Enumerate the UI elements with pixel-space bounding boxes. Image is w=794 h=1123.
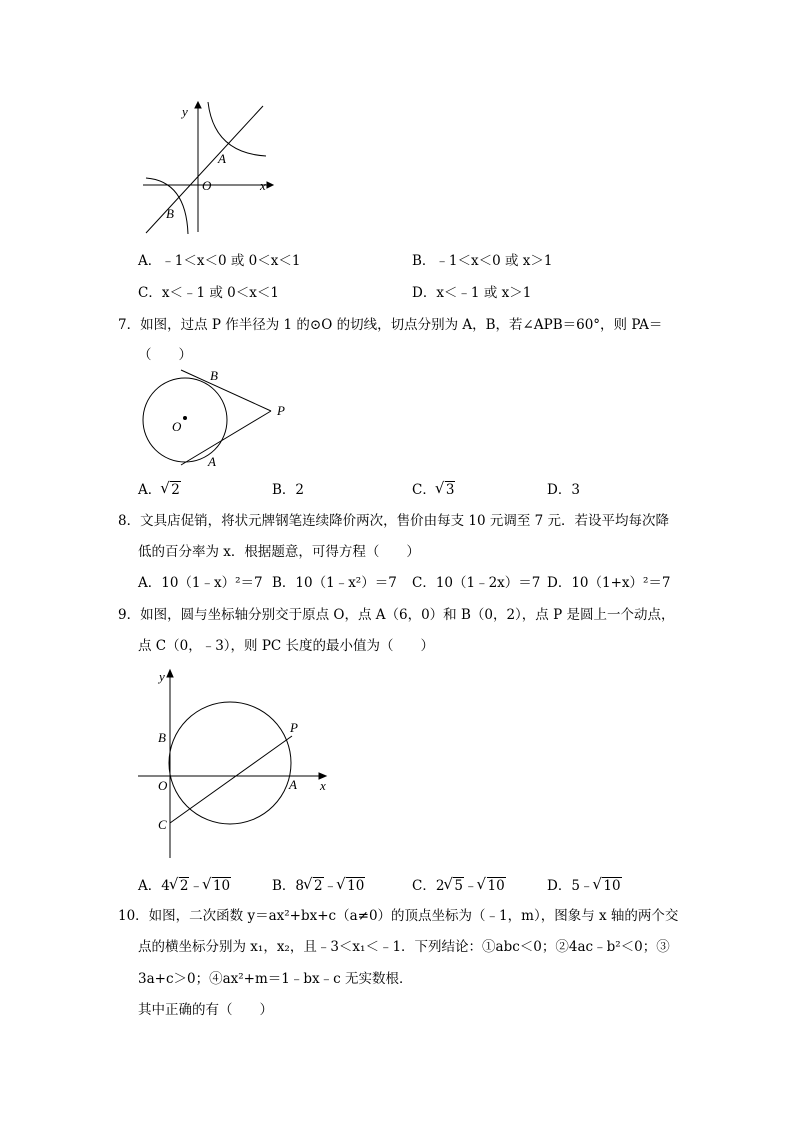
q6-option-b: B．﹣1＜x＜0 或 x＞1 <box>412 253 553 269</box>
q6-figure <box>138 98 278 238</box>
q9-option-a: A．4√ 2﹣√ 10 <box>138 874 231 894</box>
fig9-c: C <box>158 817 167 832</box>
fig9-a: A <box>289 777 297 792</box>
fig6-x: x <box>260 178 266 193</box>
q7-option-c-radicand: 3 <box>445 482 455 498</box>
q10-stem-line4: 其中正确的有（ ） <box>138 1002 273 1018</box>
q7-option-a: A．√ 2 <box>138 478 181 498</box>
q9-option-c: C．2√ 5﹣√ 10 <box>412 874 506 894</box>
fig7-p: P <box>277 403 285 418</box>
q6-option-c: C．x＜﹣1 或 0＜x＜1 <box>138 285 279 301</box>
q10-stem-line2: 点的横坐标分别为 x₁，x₂，且﹣3＜x₁＜﹣1．下列结论：①abc＜0；②4ac﹣b²＜0；③ <box>138 939 670 955</box>
fig9-o: O <box>158 778 168 793</box>
q8-option-b: B．10（1﹣x²）＝7 <box>272 575 397 591</box>
q7-option-b: B．2 <box>272 482 305 498</box>
fig6-a: A <box>218 151 226 166</box>
q10-stem-line3: 3a+c＞0；④ax²+m＝1﹣bx﹣c 无实数根． <box>138 971 413 987</box>
q7-option-a-radicand: 2 <box>171 482 180 498</box>
q7-stem-line2: （ ） <box>138 347 192 363</box>
q8-option-c: C．10（1﹣2x）＝7 <box>412 575 541 591</box>
fig7-o: O <box>172 419 182 434</box>
q8-stem-line2: 低的百分率为 x．根据题意，可得方程（ ） <box>138 544 420 560</box>
q9-stem-line2: 点 C（0，﹣3），则 PC 长度的最小值为（ ） <box>138 638 435 654</box>
q8-option-d: D．10（1+x）²＝7 <box>547 575 671 591</box>
fig7-a: A <box>208 454 216 469</box>
fig7-b: B <box>210 368 218 383</box>
q7-stem-line1: 7．如图，过点 P 作半径为 1 的⊙O 的切线，切点分别为 A，B，若∠APB＝60°，则 PA＝ <box>118 317 663 333</box>
fig6-y: y <box>182 104 188 119</box>
q9-stem-line1: 9．如图，圆与坐标轴分别交于原点 O，点 A（6，0）和 B（0，2），点 P 是圆上一个动点， <box>118 607 675 623</box>
q8-option-a: A．10（1﹣x）²＝7 <box>138 575 263 591</box>
q6-option-d: D．x＜﹣1 或 x＞1 <box>412 285 532 301</box>
fig9-x: x <box>320 778 326 793</box>
fig6-b: B <box>166 206 174 221</box>
q9-figure <box>134 664 344 864</box>
fig9-b: B <box>158 730 166 745</box>
q9-option-b: B．8√ 2﹣√ 10 <box>272 874 365 894</box>
q7-figure <box>138 365 298 475</box>
q9-option-d: D．5﹣√ 10 <box>547 874 622 894</box>
fig6-o: O <box>202 178 212 193</box>
q6-option-a: A．﹣1＜x＜0 或 0＜x＜1 <box>138 253 301 269</box>
fig9-p: P <box>290 720 298 735</box>
q8-stem-line1: 8．文具店促销，将状元牌钢笔连续降价两次，售价由每支 10 元调至 7 元．若设平均每次降 <box>118 513 670 529</box>
q10-stem-line1: 10．如图，二次函数 y＝ax²+bx+c（a≠0）的顶点坐标为（﹣1，m），图象与 x 轴的两个交 <box>118 908 679 924</box>
fig9-y: y <box>159 669 165 684</box>
q7-option-c: C．√ 3 <box>412 478 455 498</box>
q7-option-d: D．3 <box>547 482 580 498</box>
